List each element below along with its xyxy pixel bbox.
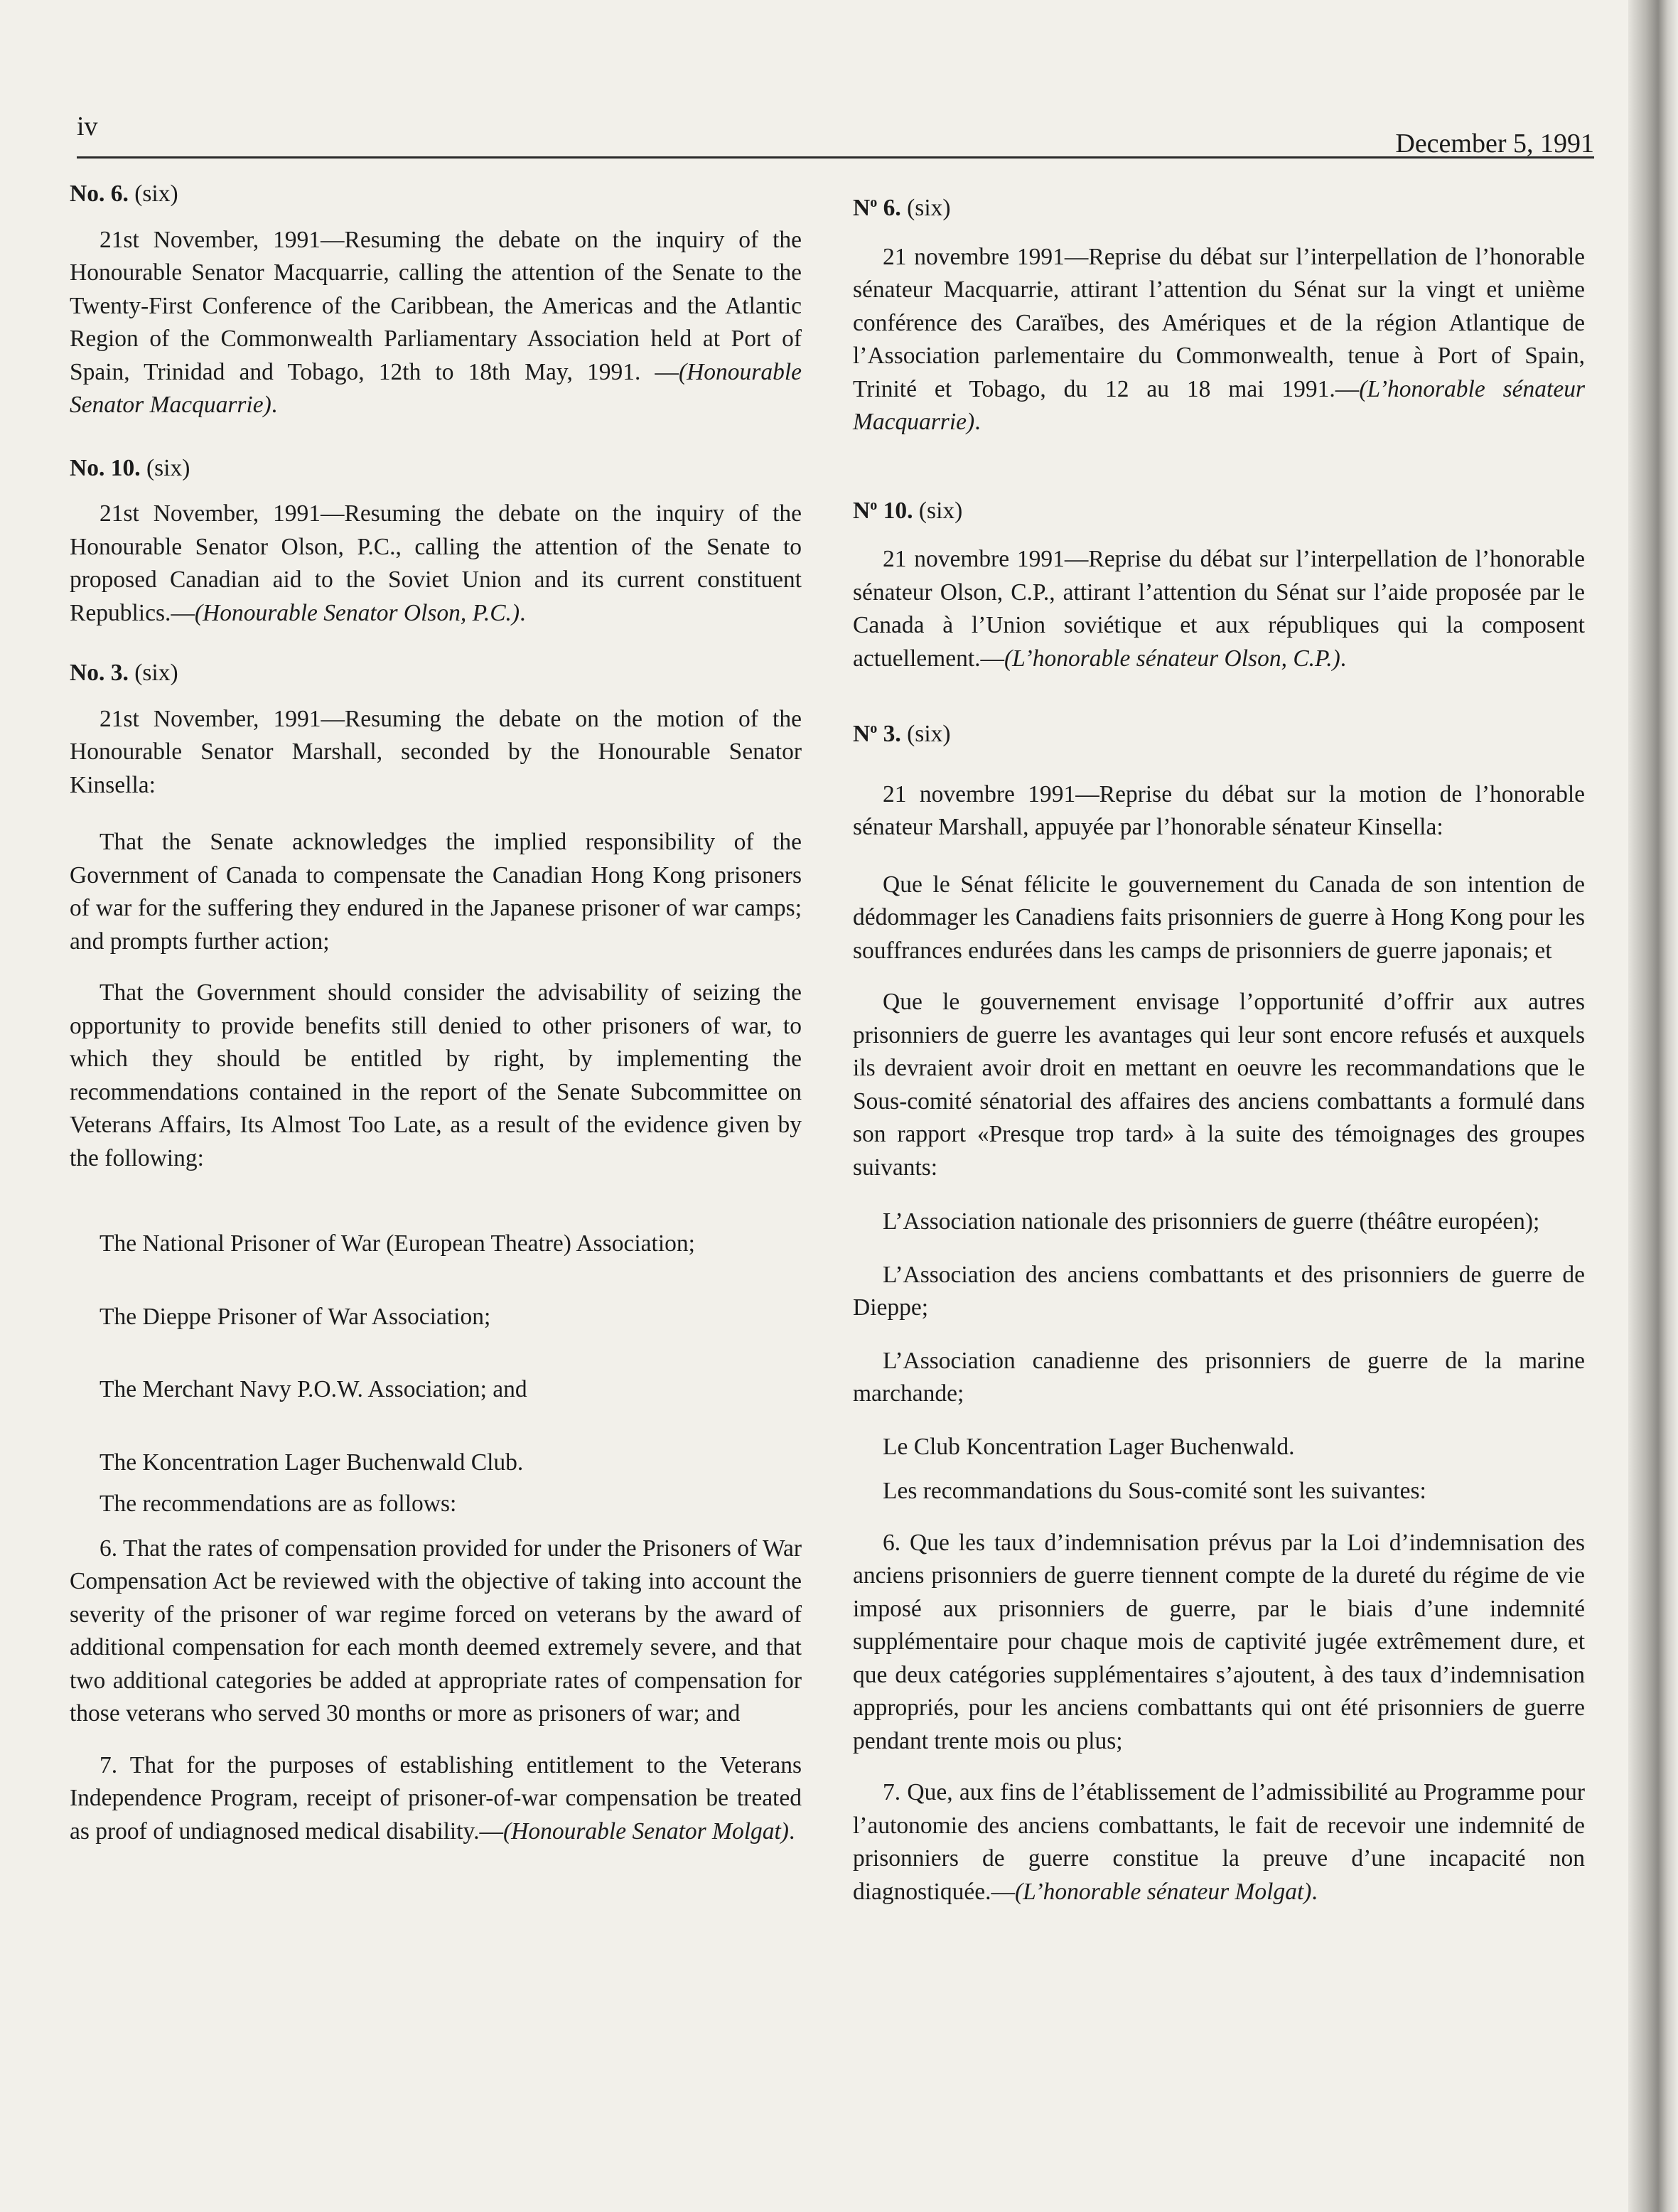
motion-paragraph-1-fr: Que le Sénat félicite le gouvernement du Canada de son intention de dédommager les Canadiens faits prisonniers de guerre à Hong Kong pour les souffrances endurées dans les camps de prisonniers de guerre japonais; et (853, 871, 1585, 964)
page-number: iv (77, 112, 98, 141)
page-header (77, 107, 1594, 159)
recommendations-intro-en: The recommendations are as follows: (100, 1491, 457, 1517)
witness-list-item-fr: L’Association nationale des prisonniers de guerre (théâtre européen); (883, 1208, 1540, 1235)
witness-list-item-fr: L’Association des anciens combattants et des prisonniers de guerre de Dieppe; (853, 1261, 1585, 1321)
item-body-fr-10: 21 novembre 1991—Reprise du débat sur l’interpellation de l’honorable sénateur Olson, C.P., attirant l’attention du Sénat sur l’aide proposée par le Canada à l’Union soviétique et aux républiques qui la composent actuellement.—(L’honorable sénateur Olson, C.P.). (853, 546, 1585, 672)
recommendation-7-en: 7. That for the purposes of establishing entitlement to the Veterans Independence Program, receipt of prisoner-of-war compensation be treated as proof of undiagnosed medical disability.—(Honourable Senator Molgat). (70, 1751, 802, 1845)
item-heading-en-10: No. 10. (six) (70, 454, 190, 481)
witness-list-item-fr: L’Association canadienne des prisonniers de guerre de la marine marchande; (853, 1347, 1585, 1407)
motion-paragraph-1-en: That the Senate acknowledges the implied responsibility of the Government of Canada to compensate the Canadian Hong Kong prisoners of war for the suffering they endured in the Japanese prisoner of war camps; and prompts further action; (70, 829, 802, 955)
item-heading-fr-10: $N^o$ 10. (six) (853, 497, 963, 524)
motion-intro-fr: 21 novembre 1991—Reprise du débat sur la motion de l’honorable sénateur Marshall, appuyée par l’honorable sénateur Kinsella: (853, 780, 1585, 841)
french-column (853, 178, 1585, 1937)
page-spine-shadow (1628, 0, 1678, 2212)
item-body-fr-6: 21 novembre 1991—Reprise du débat sur l’interpellation de l’honorable sénateur Macquarrie, attirant l’attention du Sénat sur la vingt et unième conférence des Caraïbes, des Amériques et de la région Atlantique de l’Association parlementaire du Commonwealth, tenue à Port of Spain, Trinité et Tobago, du 12 au 18 mai 1991.—(L’honorable sénateur Macquarrie). (853, 243, 1585, 436)
recommendation-7-fr: 7. Que, aux fins de l’établissement de l’admissibilité au Programme pour l’autonomie des anciens combattants, le fait de recevoir une indemnité de prisonniers de guerre constitue la preuve d’une incapacité non diagnostiquée.—(L’honorable sénateur Molgat). (853, 1779, 1585, 1905)
motion-paragraph-2-en: That the Government should consider the advisability of seizing the opportunity to provide benefits still denied to other prisoners of war, to which they should be entitled by right, by implementing the recommendations contained in the report of the Senate Subcommittee on Veterans Affairs, Its Almost Too Late, as a result of the evidence given by the following: (70, 979, 802, 1171)
motion-intro-en: 21st November, 1991—Resuming the debate on the motion of the Honourable Senator Marshall, seconded by the Honourable Senator Kinsella: (70, 705, 802, 798)
item-body-en-6: 21st November, 1991—Resuming the debate on the inquiry of the Honourable Senator Macquarrie, calling the attention of the Senate to the Twenty-First Conference of the Caribbean, the Americas and the Atlantic Region of the Commonwealth Parliamentary Association held at Port of Spain, Trinidad and Tobago, 12th to 18th May, 1991. —(Honourable Senator Macquarrie). (70, 226, 802, 418)
witness-list-item-en: The National Prisoner of War (European Theatre) Association; (100, 1230, 695, 1257)
witness-list-item-en: The Dieppe Prisoner of War Association; (100, 1303, 491, 1330)
recommendation-6-en: 6. That the rates of compensation provided for under the Prisoners of War Compensation Act be reviewed with the objective of taking into account the severity of the prisoner of war regime forced on veterans by the award of additional compensation for each month deemed extremely severe, and that two additional categories be added at appropriate rates of compensation for those veterans who served 30 months or more as prisoners of war; and (70, 1535, 802, 1727)
item-heading-en-3: No. 3. (six) (70, 660, 178, 686)
item-heading-fr-3: $N^o$ 3. (six) (853, 721, 951, 748)
item-heading-fr-6: $N^o$ 6. (six) (853, 195, 951, 222)
recommendations-intro-fr: Les recommandations du Sous-comité sont les suivantes: (883, 1478, 1426, 1505)
motion-paragraph-2-fr: Que le gouvernement envisage l’opportunité d’offrir aux autres prisonniers de guerre les avantages qui leur sont encore refusés et auxquels ils devraient avoir droit en mettant en oeuvre les recommandations que le Sous-comité sénatorial des affaires des anciens combattants a formulé dans son rapport «Presque trop tard» à la suite des témoignages des groupes suivants: (853, 989, 1585, 1181)
witness-list-item-en: The Merchant Navy P.O.W. Association; and (100, 1376, 527, 1402)
witness-list-item-fr: Le Club Koncentration Lager Buchenwald. (883, 1433, 1295, 1460)
item-heading-en-6: No. 6. (six) (70, 181, 178, 207)
witness-list-item-en: The Koncentration Lager Buchenwald Club. (100, 1449, 524, 1476)
english-column (70, 178, 802, 1877)
page-date: December 5, 1991 (1395, 129, 1594, 159)
item-body-en-10: 21st November, 1991—Resuming the debate on the inquiry of the Honourable Senator Olson, P.C., calling the attention of the Senate to proposed Canadian aid to the Soviet Union and its current constituent Republics.—(Honourable Senator Olson, P.C.). (70, 500, 802, 626)
recommendation-6-fr: 6. Que les taux d’indemnisation prévus par la Loi d’indemnisation des anciens prisonniers de guerre tiennent compte de la dureté du régime de vie imposé aux prisonniers de guerre, par le biais d’une indemnité supplémentaire pour chaque mois de captivité jugée extrêmement dure, et que deux catégories supplémentaires s’ajoutent, à des taux d’indemnisation appropriés, pour les anciens combattants qui ont été prisonniers de guerre pendant trente mois ou plus; (853, 1529, 1585, 1754)
